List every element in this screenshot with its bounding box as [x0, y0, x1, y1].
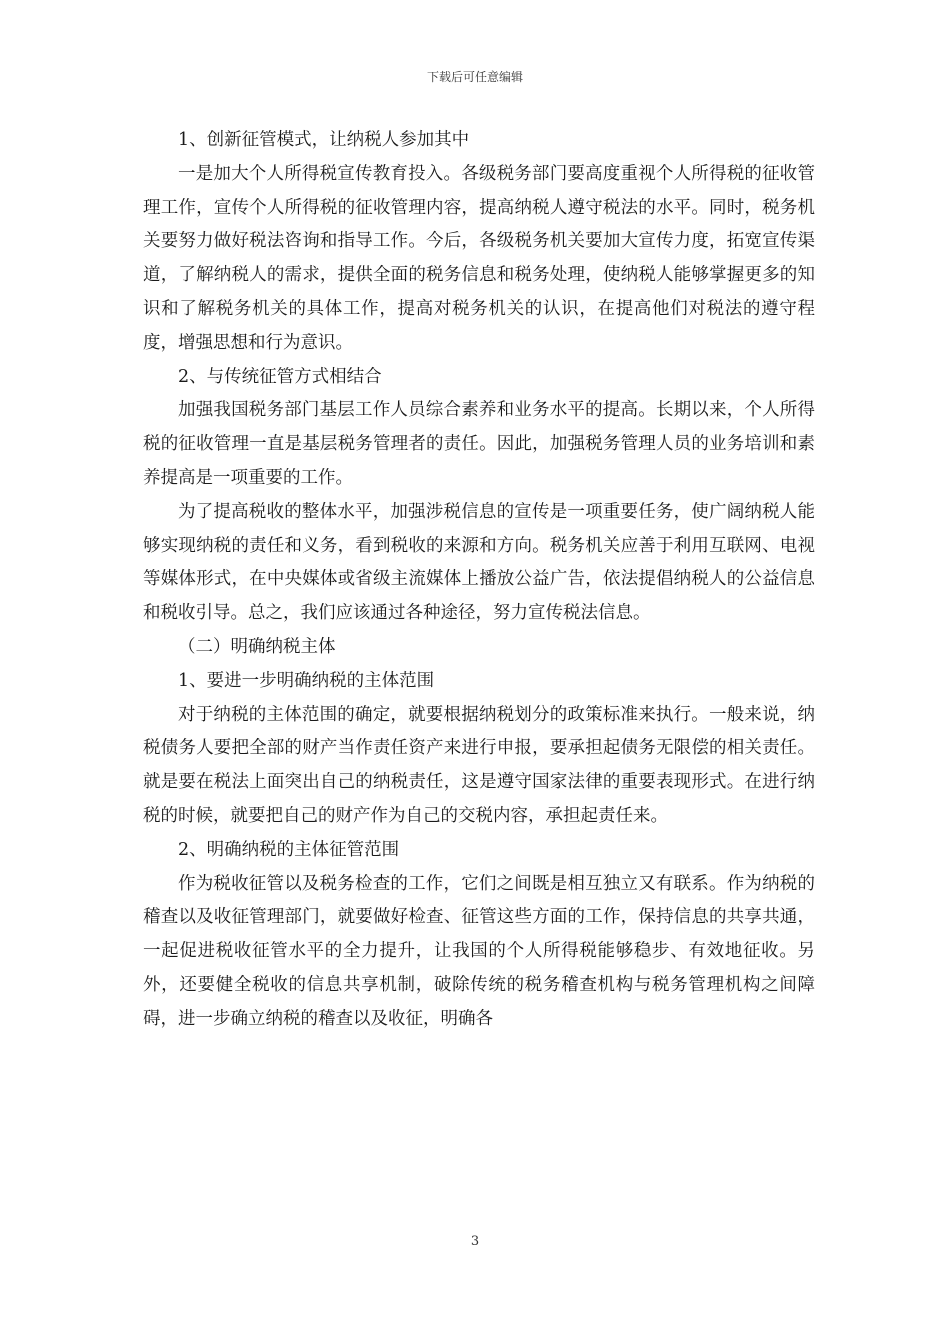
- paragraph-collection-scope: 作为税收征管以及税务检查的工作，它们之间既是相互独立又有联系。作为纳税的稽查以及收征管理部门，就要做好检查、征管这些方面的工作，保持信息的共享共通，一起促进税收征管水平的全力提升，让我国的个人所得税能够稳步、有效地征收。另外，还要健全税收的信息共享机制，破除传统的税务稽查机构与税务管理机构之间障碍，进一步确立纳税的稽查以及收征，明确各: [143, 873, 815, 1029]
- subheading-subject-scope: 1、要进一步明确纳税的主体范围: [178, 670, 435, 691]
- subheading-combine-traditional: 2、与传统征管方式相结合: [178, 366, 382, 387]
- subheading-collection-scope: 2、明确纳税的主体征管范围: [178, 839, 400, 860]
- paragraph-subject-scope: 对于纳税的主体范围的确定，就要根据纳税划分的政策标准来执行。一般来说，纳税债务人要把全部的财产当作责任资产来进行申报，要承担起债务无限偿的相关责任。就是要在税法上面突出自己的纳税责任，这是遵守国家法律的重要表现形式。在进行纳税的时候，就要把自己的财产作为自己的交税内容，承担起责任来。: [143, 704, 815, 826]
- paragraph-grassroots-staff: 加强我国税务部门基层工作人员综合素养和业务水平的提高。长期以来，个人所得税的征收管理一直是基层税务管理者的责任。因此，加强税务管理人员的业务培训和素养提高是一项重要的工作。: [143, 400, 815, 488]
- paragraph-tax-information-publicity: 为了提高税收的整体水平，加强涉税信息的宣传是一项重要任务，使广阔纳税人能够实现纳税的责任和义务，看到税收的来源和方向。税务机关应善于利用互联网、电视等媒体形式，在中央媒体或省级主流媒体上播放公益广告，依法提倡纳税人的公益信息和税收引导。总之，我们应该通过各种途径，努力宣传税法信息。: [143, 501, 815, 624]
- page-number: 3: [470, 1234, 480, 1249]
- header-note: 下载后可任意编辑: [426, 70, 523, 84]
- subheading-innovate-collection: 1、创新征管模式，让纳税人参加其中: [178, 130, 470, 150]
- paragraph-publicity-investment: 一是加大个人所得税宣传教育投入。各级税务部门要高度重视个人所得税的征收管理工作，宣传个人所得税的征收管理内容，提高纳税人遵守税法的水平。同时，税务机关要努力做好税法咨询和指导工作。今后，各级税务机关要加大宣传力度，拓宽宣传渠道，了解纳税人的需求，提供全面的税务信息和税务处理，使纳税人能够掌握更多的知识和了解税务机关的具体工作，提高对税务机关的认识，在提高他们对税法的遵守程度，增强思想和行为意识。: [143, 163, 815, 353]
- section-heading-taxpayer-subject: （二）明确纳税主体: [178, 636, 336, 657]
- document-body: [143, 124, 815, 1037]
